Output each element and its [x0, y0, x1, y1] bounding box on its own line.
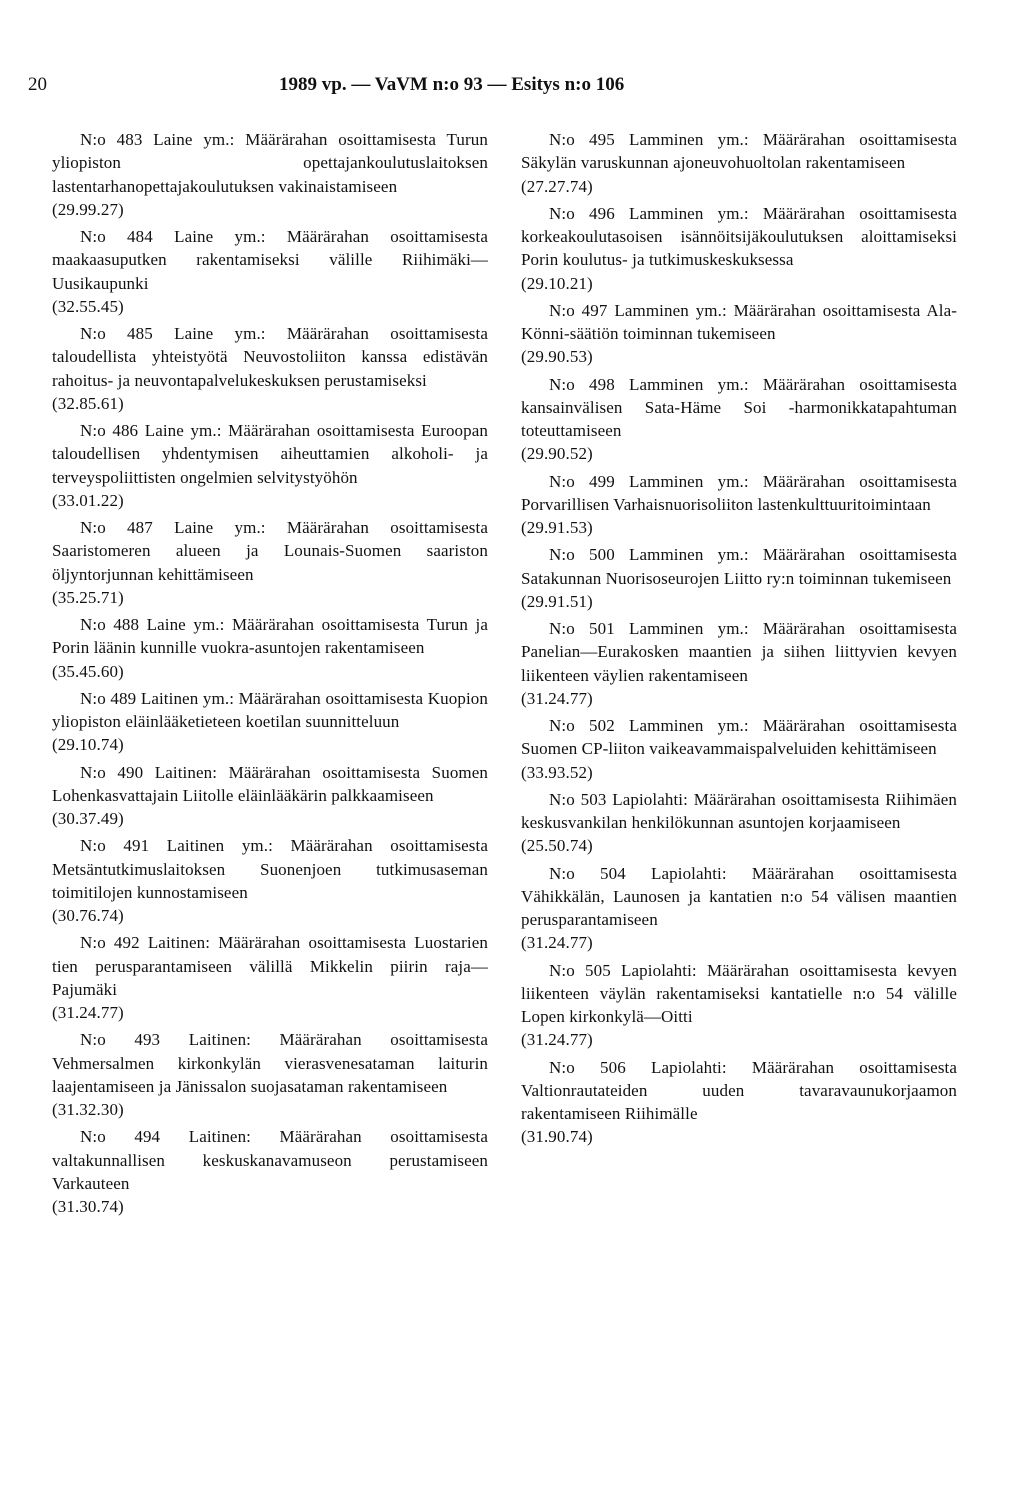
motion-entry-text: N:o 489 Laitinen ym.: Määrärahan osoittamisesta Kuopion yliopiston eläinlääketieteen koetilan suunnitteluun — [52, 688, 488, 731]
motion-entry-text: N:o 495 Lamminen ym.: Määrärahan osoittamisesta Säkylän varuskunnan ajoneuvohuoltolan rakentamiseen — [521, 130, 957, 173]
motion-entry-text: N:o 490 Laitinen: Määrärahan osoittamisesta Suomen Lohenkasvattajain Liitolle eläinlääkärin palkkaamiseen — [52, 762, 488, 805]
motion-entry — [52, 761, 488, 831]
motion-entry — [52, 931, 488, 1024]
motion-entry-text: N:o 499 Lamminen ym.: Määrärahan osoittamisesta Porvarillisen Varhaisnuorisoliiton lastenkulttuuritoimintaan — [521, 471, 957, 514]
budget-item-code: (29.10.74) — [52, 735, 124, 755]
motion-entry — [521, 373, 957, 466]
budget-item-code: (29.90.53) — [521, 347, 593, 367]
budget-item-code: (29.90.52) — [521, 444, 593, 464]
motion-entry-text: N:o 483 Laine ym.: Määrärahan osoittamisesta Turun yliopiston opettajankoulutuslaitoksen lastentarhanopettajakoulutuksen vakinaistamiseen — [52, 130, 488, 196]
budget-item-code: (33.93.52) — [521, 762, 593, 782]
budget-item-code: (29.99.27) — [52, 199, 124, 219]
motion-entry-text: N:o 488 Laine ym.: Määrärahan osoittamisesta Turun ja Porin läänin kunnille vuokra-asuntojen rakentamiseen — [52, 615, 488, 658]
motion-entry-text: N:o 492 Laitinen: Määrärahan osoittamisesta Luostarien tien perusparantamiseen välillä Mikkelin piirin raja—Pajumäki — [52, 933, 488, 999]
motion-entry — [52, 613, 488, 683]
motion-entry-text: N:o 486 Laine ym.: Määrärahan osoittamisesta Euroopan taloudellisen yhdentymisen aiheuttamien alkoholi- ja terveyspoliittisten ongelmien selvitystyöhön — [52, 421, 488, 487]
running-head: 1989 vp. — VaVM n:o 93 — Esitys n:o 106 — [279, 74, 625, 95]
budget-item-code: (31.24.77) — [521, 688, 593, 708]
page-header — [26, 72, 1006, 98]
budget-item-code: (32.85.61) — [52, 393, 124, 413]
motion-entry — [521, 470, 957, 540]
budget-item-code: (30.76.74) — [52, 906, 124, 925]
motion-entry-text: N:o 503 Lapiolahti: Määrärahan osoittamisesta Riihimäen keskusvankilan henkilökunnan asuntojen korjaamiseen — [521, 789, 957, 832]
motion-entry — [521, 959, 957, 1052]
budget-item-code: (25.50.74) — [521, 836, 593, 856]
motion-entry-text: N:o 496 Lamminen ym.: Määrärahan osoittamisesta korkeakoulutasoisen isännöitsijäkoulutuksen aloittamiseksi Porin koulutus- ja tutkimuskeskuksessa — [521, 203, 957, 270]
motion-entry — [521, 202, 957, 295]
budget-item-code: (35.45.60) — [52, 661, 124, 681]
budget-item-code: (35.25.71) — [52, 587, 124, 607]
motion-entry-text: N:o 493 Laitinen: Määrärahan osoittamisesta Vehmersalmen kirkonkylän vierasvenesataman laiturin laajentamiseen ja Jänissalon suojasataman rakentamiseen — [52, 1030, 488, 1096]
budget-item-code: (32.55.45) — [52, 296, 124, 316]
budget-item-code: (31.24.77) — [521, 933, 593, 953]
budget-item-code: (29.91.53) — [521, 518, 593, 537]
motion-entry — [52, 225, 488, 318]
motion-entry-text: N:o 506 Lapiolahti: Määrärahan osoittamisesta Valtionrautateiden uuden tavaravaunukorjaamon rakentamiseen Riihimälle — [521, 1057, 957, 1123]
budget-item-code: (31.24.77) — [521, 1030, 593, 1050]
budget-item-code: (31.24.77) — [52, 1003, 124, 1022]
budget-item-code: (27.27.74) — [521, 176, 593, 196]
motion-entry — [521, 714, 957, 784]
motion-entry — [52, 128, 488, 221]
motion-entry-text: N:o 494 Laitinen: Määrärahan osoittamisesta valtakunnallisen keskuskanavamuseon perustamiseen Varkauteen — [52, 1127, 488, 1193]
motion-entry — [521, 299, 957, 369]
motion-entry — [521, 543, 957, 613]
right-column — [521, 128, 957, 1153]
motion-entry — [52, 687, 488, 757]
motion-entry-text: N:o 497 Lamminen ym.: Määrärahan osoittamisesta Ala-Könni-säätiön toiminnan tukemiseen — [521, 300, 957, 343]
budget-item-code: (29.91.51) — [521, 591, 593, 611]
motion-entry — [52, 419, 488, 512]
motion-entry-text: N:o 487 Laine ym.: Määrärahan osoittamisesta Saaristomeren alueen ja Lounais-Suomen saariston öljyntorjunnan kehittämiseen — [52, 518, 488, 584]
budget-item-code: (31.90.74) — [521, 1127, 593, 1147]
motion-entry — [521, 788, 957, 858]
motion-entry — [521, 128, 957, 198]
motion-entry — [52, 322, 488, 415]
motion-entry — [521, 862, 957, 955]
motion-entry — [521, 1056, 957, 1149]
motion-entry-text: N:o 484 Laine ym.: Määrärahan osoittamisesta maakaasuputken rakentamiseksi välille Riihimäki—Uusikaupunki — [52, 227, 488, 293]
motion-entry — [52, 1028, 488, 1121]
motion-entry-text: N:o 491 Laitinen ym.: Määrärahan osoittamisesta Metsäntutkimuslaitoksen Suonenjoen tutkimusaseman toimitilojen kunnostamiseen — [52, 836, 488, 902]
budget-item-code: (30.37.49) — [52, 809, 124, 828]
motion-entry — [52, 1125, 488, 1218]
budget-item-code: (33.01.22) — [52, 490, 124, 510]
motion-entry — [52, 516, 488, 609]
motion-entry-text: N:o 498 Lamminen ym.: Määrärahan osoittamisesta kansainvälisen Sata-Häme Soi -harmonikkatapahtuman toteuttamiseen — [521, 374, 957, 440]
motion-entry-text: N:o 505 Lapiolahti: Määrärahan osoittamisesta kevyen liikenteen väylän rakentamiseksi kantatielle n:o 54 välille Lopen kirkonkylä—Oitti — [521, 960, 957, 1026]
budget-item-code: (31.32.30) — [52, 1100, 124, 1119]
budget-item-code: (29.10.21) — [521, 273, 593, 293]
left-column — [52, 128, 488, 1222]
budget-item-code: (31.30.74) — [52, 1197, 124, 1216]
motion-entry-text: N:o 485 Laine ym.: Määrärahan osoittamisesta taloudellista yhteistyötä Neuvostoliiton kanssa edistävän rahoitus- ja neuvontapalvelukeskuksen perustamiseksi — [52, 324, 488, 390]
motion-entry-text: N:o 500 Lamminen ym.: Määrärahan osoittamisesta Satakunnan Nuorisoseurojen Liitto ry:n toiminnan tukemiseen — [521, 545, 957, 588]
motion-entry-text: N:o 502 Lamminen ym.: Määrärahan osoittamisesta Suomen CP-liiton vaikeavammaispalveluiden kehittämiseen — [521, 716, 957, 759]
motion-entry — [52, 834, 488, 927]
motion-entry-text: N:o 504 Lapiolahti: Määrärahan osoittamisesta Vähikkälän, Launosen ja kantatien n:o 54 välisen maantien perusparantamiseen — [521, 863, 957, 929]
motion-entry-text: N:o 501 Lamminen ym.: Määrärahan osoittamisesta Panelian—Eurakosken maantien ja siihen liittyvien kevyen liikenteen väylien rakentamiseen — [521, 619, 957, 685]
page-number: 20 — [28, 74, 47, 95]
motion-entry — [521, 617, 957, 710]
